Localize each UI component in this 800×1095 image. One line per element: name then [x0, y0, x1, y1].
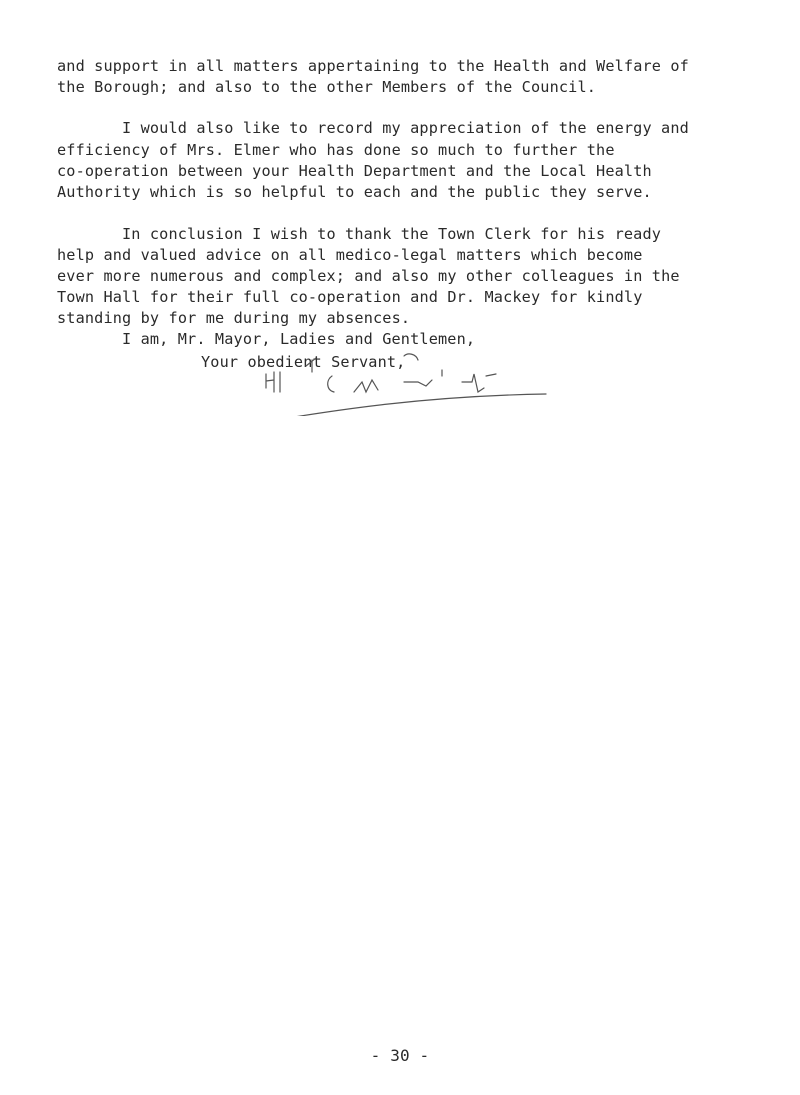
salutation: I am, Mr. Mayor, Ladies and Gentlemen,	[122, 330, 476, 348]
closing: Your obedient Servant,	[201, 353, 406, 371]
paragraph-3-line-1: In conclusion I wish to thank the Town Clerk for his ready	[122, 225, 662, 243]
paragraph-1-line-2: the Borough; and also to the other Members of the Council.	[57, 78, 597, 96]
handwritten-signature	[246, 336, 576, 416]
paragraph-1-line-1: and support in all matters appertaining to the Health and Welfare of	[57, 57, 689, 75]
paragraph-3-line-5: standing by for me during my absences.	[57, 309, 411, 327]
paragraph-2-line-1: I would also like to record my appreciation of the energy and	[122, 119, 689, 137]
paragraph-2-line-3: co-operation between your Health Department and the Local Health	[57, 162, 652, 180]
paragraph-2-line-2: efficiency of Mrs. Elmer who has done so much to further the	[57, 141, 615, 159]
paragraph-2-line-4: Authority which is so helpful to each and the public they serve.	[57, 183, 652, 201]
page-number: - 30 -	[370, 1046, 430, 1065]
paragraph-3-line-2: help and valued advice on all medico-legal matters which become	[57, 246, 643, 264]
paragraph-3-line-4: Town Hall for their full co-operation and Dr. Mackey for kindly	[57, 288, 643, 306]
paragraph-3-line-3: ever more numerous and complex; and also my other colleagues in the	[57, 267, 680, 285]
